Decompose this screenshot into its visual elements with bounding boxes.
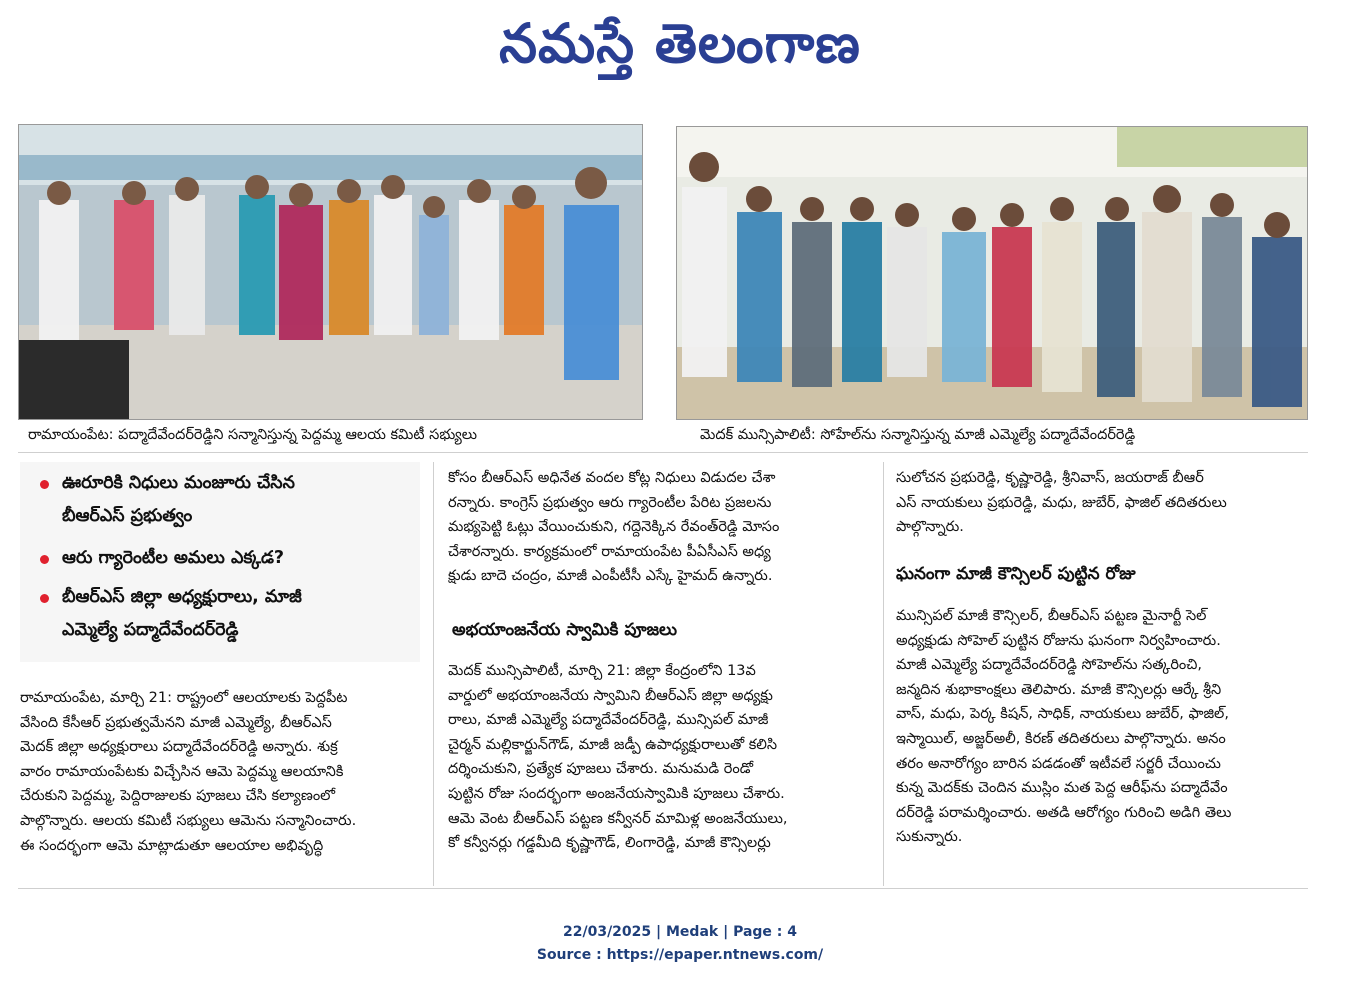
article-line: చైర్మన్ మల్లికార్జున్‌గౌడ్, మాజీ జడ్పీ ఉపాధ్యక్షురాలుతో కలిసి: [448, 736, 778, 753]
highlight-item: [42, 467, 295, 533]
footer-source-link[interactable]: Source : https://epaper.ntnews.com/: [536, 947, 824, 963]
photo-caption-2: మెదక్ మున్సిపాలిటీ: సోహేల్‌ను సన్మానిస్తున్న మాజీ ఎమ్మెల్యే పద్మాదేవేందర్‌రెడ్డి: [700, 427, 1136, 443]
article-line: కున్న మెదక్‌కు చెందిన ముస్లిం మత పెద్ద ఆరీఫ్‌ను పద్మాదేవేం: [896, 780, 1228, 797]
article-ramayampet: [20, 686, 430, 858]
separator: [18, 452, 1308, 453]
highlight-line: ఎమ్మెల్యే పద్మాదేవేందర్‌రెడ్డి: [62, 620, 239, 640]
article-line: తరం అనారోగ్యం బారిన పడడంతో ఇటీవలే సర్జరీ చేయించు: [896, 755, 1221, 772]
highlight-line: బీఆర్‌ఎస్ జిల్లా అధ్యక్షురాలు, మాజీ: [62, 587, 302, 607]
article-heading: ఘనంగా మాజీ కౌన్సిలర్ పుట్టిన రోజు: [896, 564, 1136, 584]
highlight-item: [42, 542, 284, 575]
photo-caption-1: రామాయంపేట: పద్మాదేవేందర్‌రెడ్డిని సన్మానిస్తున్న పెద్దమ్మ ఆలయ కమిటీ సభ్యులు: [28, 427, 478, 443]
bullet-icon: [40, 555, 49, 564]
column-divider: [433, 462, 434, 886]
column-divider: [883, 462, 884, 886]
separator: [18, 888, 1308, 889]
article-line: ఆమె వెంట బీఆర్‌ఎస్ పట్టణ కన్వీనర్ మామిళ్ల అంజనేయులు,: [448, 810, 788, 827]
article-line: సులోచన ప్రభురెడ్డి, కృష్ణారెడ్డి, శ్రీనివాస్, జయరాజ్ బీఆర్: [896, 470, 1204, 486]
highlights-box: [20, 462, 420, 662]
article-ramayampet-continued: [448, 466, 873, 589]
photo-ramayampet: [18, 124, 643, 420]
article-line: మభ్యపెట్టి ఓట్లు వేయించుకుని, గద్దెనెక్కిన రేవంత్‌రెడ్డి మోసం: [448, 519, 780, 536]
article-line: వేసింది కేసీఆర్ ప్రభుత్వమేనని మాజీ ఎమ్మెల్యే, బీఆర్‌ఎస్: [20, 714, 332, 731]
article-line: దర్‌రెడ్డి పరామర్శించారు. అతడి ఆరోగ్యం గురించి అడిగి తెలు: [896, 804, 1232, 821]
article-line: రాలు, మాజీ ఎమ్మెల్యే పద్మాదేవేందర్‌రెడ్డి, మున్సిపల్ మాజీ: [448, 712, 769, 729]
highlight-line: ఆరు గ్యారెంటీల అమలు ఎక్కడ?: [62, 548, 285, 568]
highlight-line: ఊరూరికి నిధులు మంజూరు చేసిన: [62, 473, 295, 493]
article-line: పుట్టిన రోజు సందర్భంగా అంజనేయస్వామికి పూజలు చేశారు.: [448, 785, 785, 802]
article-line: రామాయంపేట, మార్చి 21: రాష్ట్రంలో ఆలయాలకు పెద్దపీట: [20, 690, 348, 706]
bullet-icon: [40, 594, 49, 603]
article-line: కోసం బీఆర్‌ఎస్ అధినేత వందల కోట్ల నిధులు విడుదల చేశా: [448, 470, 776, 486]
article-line: ఈ సందర్భంగా ఆమె మాట్లాడుతూ ఆలయాల అభివృద్ధి: [20, 837, 324, 854]
article-line: రన్నారు. కాంగ్రెస్ ప్రభుత్వం ఆరు గ్యారెంటీల పేరిట ప్రజలను: [448, 494, 772, 511]
group-photo-illustration: [677, 127, 1307, 419]
highlight-line: బీఆర్‌ఎస్ ప్రభుత్వం: [62, 506, 193, 526]
article-line: ఎస్ నాయకులు ప్రభురెడ్డి, మధు, జుబేర్, ఫాజిల్ తదితరులు: [896, 494, 1227, 511]
article-abhayanjaneya-continued: [896, 466, 1308, 540]
article-line: చేశారన్నారు. కార్యక్రమంలో రామాయంపేట పీఏసీఎస్ అధ్య: [448, 543, 771, 560]
photo-medak: [676, 126, 1308, 420]
article-line: మాజీ ఎమ్మెల్యే పద్మాదేవేందర్‌రెడ్డి సోహెల్‌ను సత్కరించి,: [896, 657, 1202, 674]
article-line: ఇస్మాయిల్, అజ్జర్‌అలీ, కిరణ్ తదితరులు పాల్గొన్నారు. అనం: [896, 730, 1226, 747]
footer-date-edition: 22/03/2025 | Medak | Page : 4: [562, 924, 798, 940]
article-line: వాస్, మధు, పెర్క కిషన్, సాధిక్, నాయకులు జుబేర్, ఫాజిల్,: [896, 706, 1229, 723]
bullet-icon: [40, 480, 49, 489]
article-line: వార్డులో అభయాంజనేయ స్వామిని బీఆర్‌ఎస్ జిల్లా అధ్యక్షు: [448, 687, 773, 704]
article-line: అధ్యక్షుడు సోహెల్ పుట్టిన రోజును ఘనంగా నిర్వహించారు.: [896, 632, 1221, 649]
newspaper-masthead: నమస్తే తెలంగాణ: [499, 12, 861, 75]
group-photo-illustration: [19, 125, 642, 419]
article-line: మెదక్ జిల్లా అధ్యక్షురాలు పద్మాదేవేందర్‌రెడ్డి అన్నారు. శుక్ర: [20, 739, 338, 756]
article-abhayanjaneya: [448, 659, 873, 856]
article-line: సుకున్నారు.: [896, 829, 963, 846]
article-line: క్షుడు బాదె చంద్రం, మాజీ ఎంపీటీసీ ఎస్కే హైమద్ ఉన్నారు.: [448, 568, 773, 585]
article-line: పాల్గొన్నారు.: [896, 519, 964, 536]
article-line: దర్శించుకుని, ప్రత్యేక పూజలు చేశారు. మనుమడి రెండో: [448, 761, 753, 778]
article-line: వారం రామాయంపేటకు విచ్చేసిన ఆమె పెద్దమ్మ ఆలయానికి: [20, 763, 344, 780]
article-line: జన్మదిన శుభాకాంక్షలు తెలిపారు. మాజీ కౌన్సిలర్లు ఆర్కే శ్రీని: [896, 681, 1222, 698]
article-line: కో కన్వీనర్లు గడ్డమీది కృష్ణాగౌడ్, లింగారెడ్డి, మాజీ కౌన్సిలర్లు: [448, 835, 771, 852]
article-line: పాల్గొన్నారు. ఆలయ కమిటీ సభ్యులు ఆమెను సన్మానించారు.: [20, 812, 357, 829]
highlight-item: [42, 581, 302, 647]
article-line: మున్సిపల్ మాజీ కౌన్సిలర్, బీఆర్‌ఎస్ పట్టణ మైనార్టీ సెల్: [896, 608, 1207, 624]
article-heading: అభయాంజనేయ స్వామికి పూజలు: [452, 620, 677, 640]
article-line: చేరుకుని పెద్దమ్మ, పెద్దిరాజులకు పూజలు చేసి కల్యాణంలో: [20, 788, 336, 805]
article-councillor-birthday: [896, 604, 1308, 850]
article-line: మెదక్ మున్సిపాలిటీ, మార్చి 21: జిల్లా కేంద్రంలోని 13వ: [448, 663, 756, 679]
